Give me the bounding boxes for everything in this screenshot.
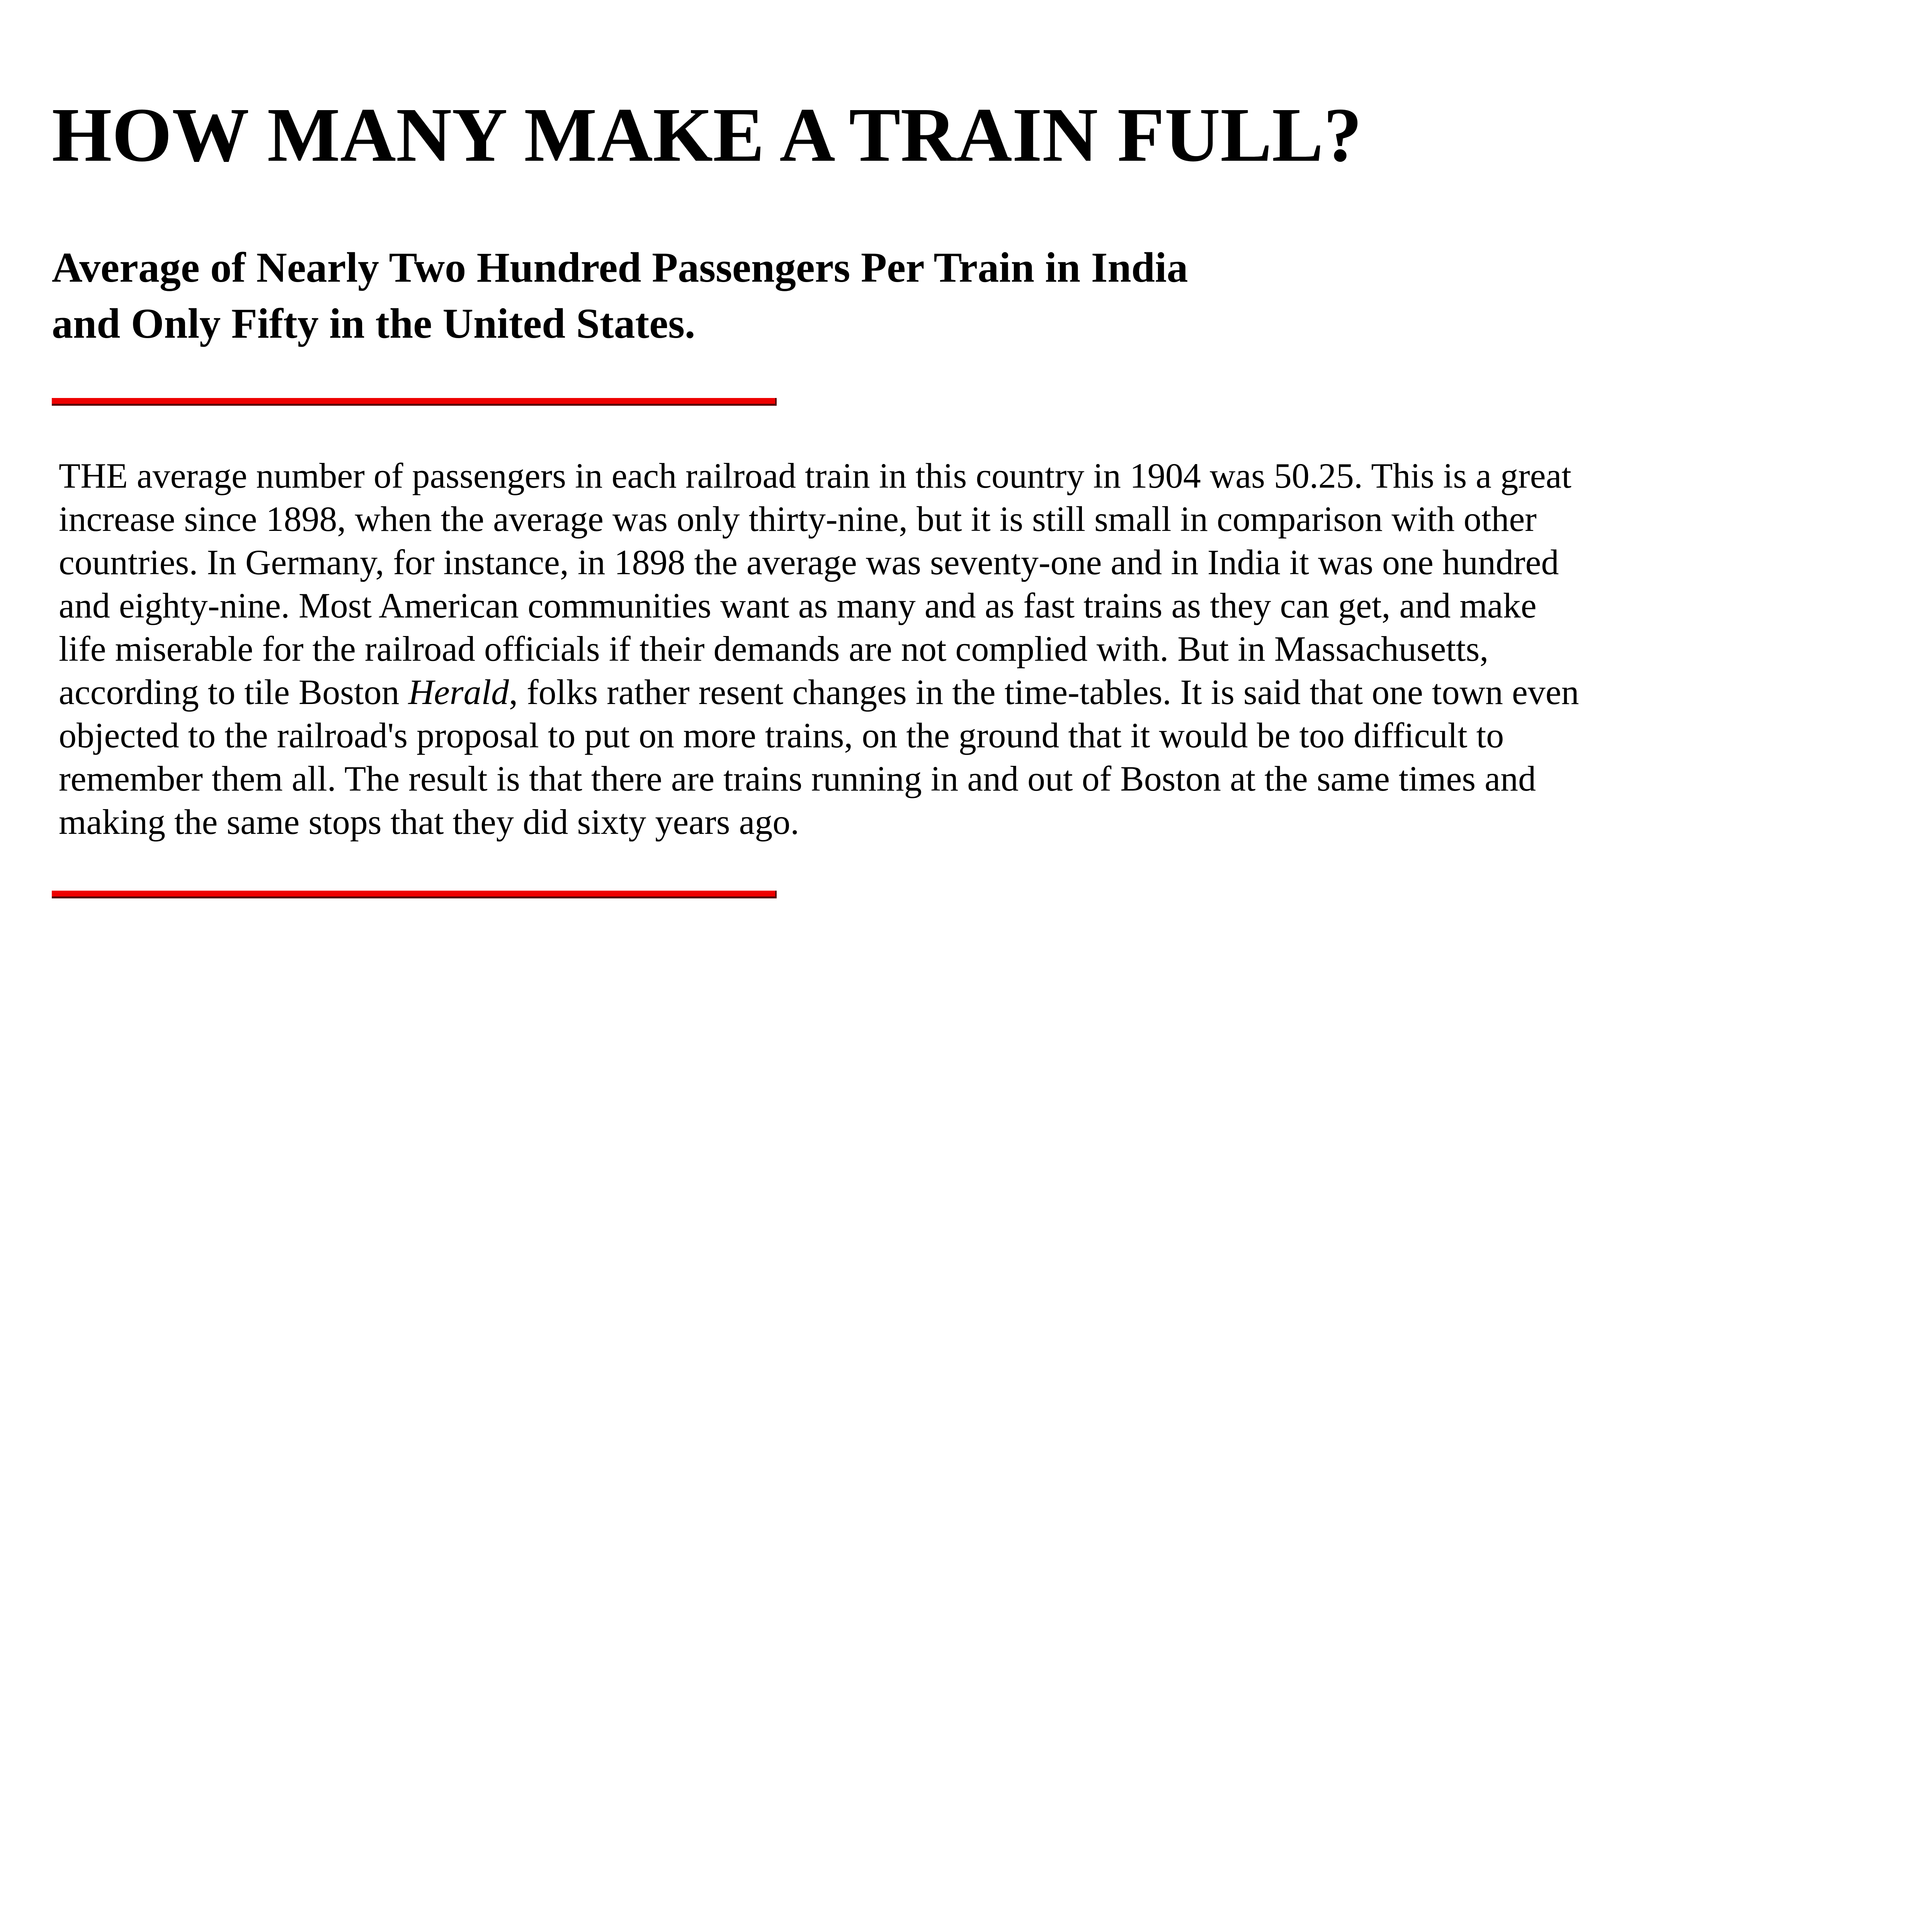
bottom-divider <box>52 891 777 898</box>
body-text-segment: , folks rather resent changes in the time-tables. It is said that one town even <box>509 672 1579 712</box>
article-subtitle <box>52 240 1188 352</box>
top-divider <box>52 398 777 406</box>
body-line <box>59 670 1579 714</box>
body-line: and eighty-nine. Most American communities want as many and as fast trains as they can get, and make <box>59 586 1537 625</box>
body-line: life miserable for the railroad officials if their demands are not complied with. But in Massachusetts, <box>59 629 1489 668</box>
body-line: THE average number of passengers in each railroad train in this country in 1904 was 50.25. This is a great <box>59 456 1571 495</box>
body-line: countries. In Germany, for instance, in 1898 the average was seventy-one and in India it was one hundred <box>59 543 1559 582</box>
body-line: making the same stops that they did sixty years ago. <box>59 802 799 842</box>
article-title: HOW MANY MAKE A TRAIN FULL? <box>52 92 1362 178</box>
subtitle-line: Average of Nearly Two Hundred Passengers Per Train in India <box>52 244 1188 291</box>
article-body <box>59 454 1579 844</box>
newspaper-name: Herald <box>408 672 509 712</box>
body-line: remember them all. The result is that there are trains running in and out of Boston at the same times and <box>59 759 1536 798</box>
body-text-segment: according to tile Boston <box>59 672 408 712</box>
body-line: objected to the railroad's proposal to put on more trains, on the ground that it would be too difficult to <box>59 716 1504 755</box>
subtitle-line: and Only Fifty in the United States. <box>52 300 696 347</box>
body-line: increase since 1898, when the average was only thirty-nine, but it is still small in comparison with other <box>59 499 1537 539</box>
